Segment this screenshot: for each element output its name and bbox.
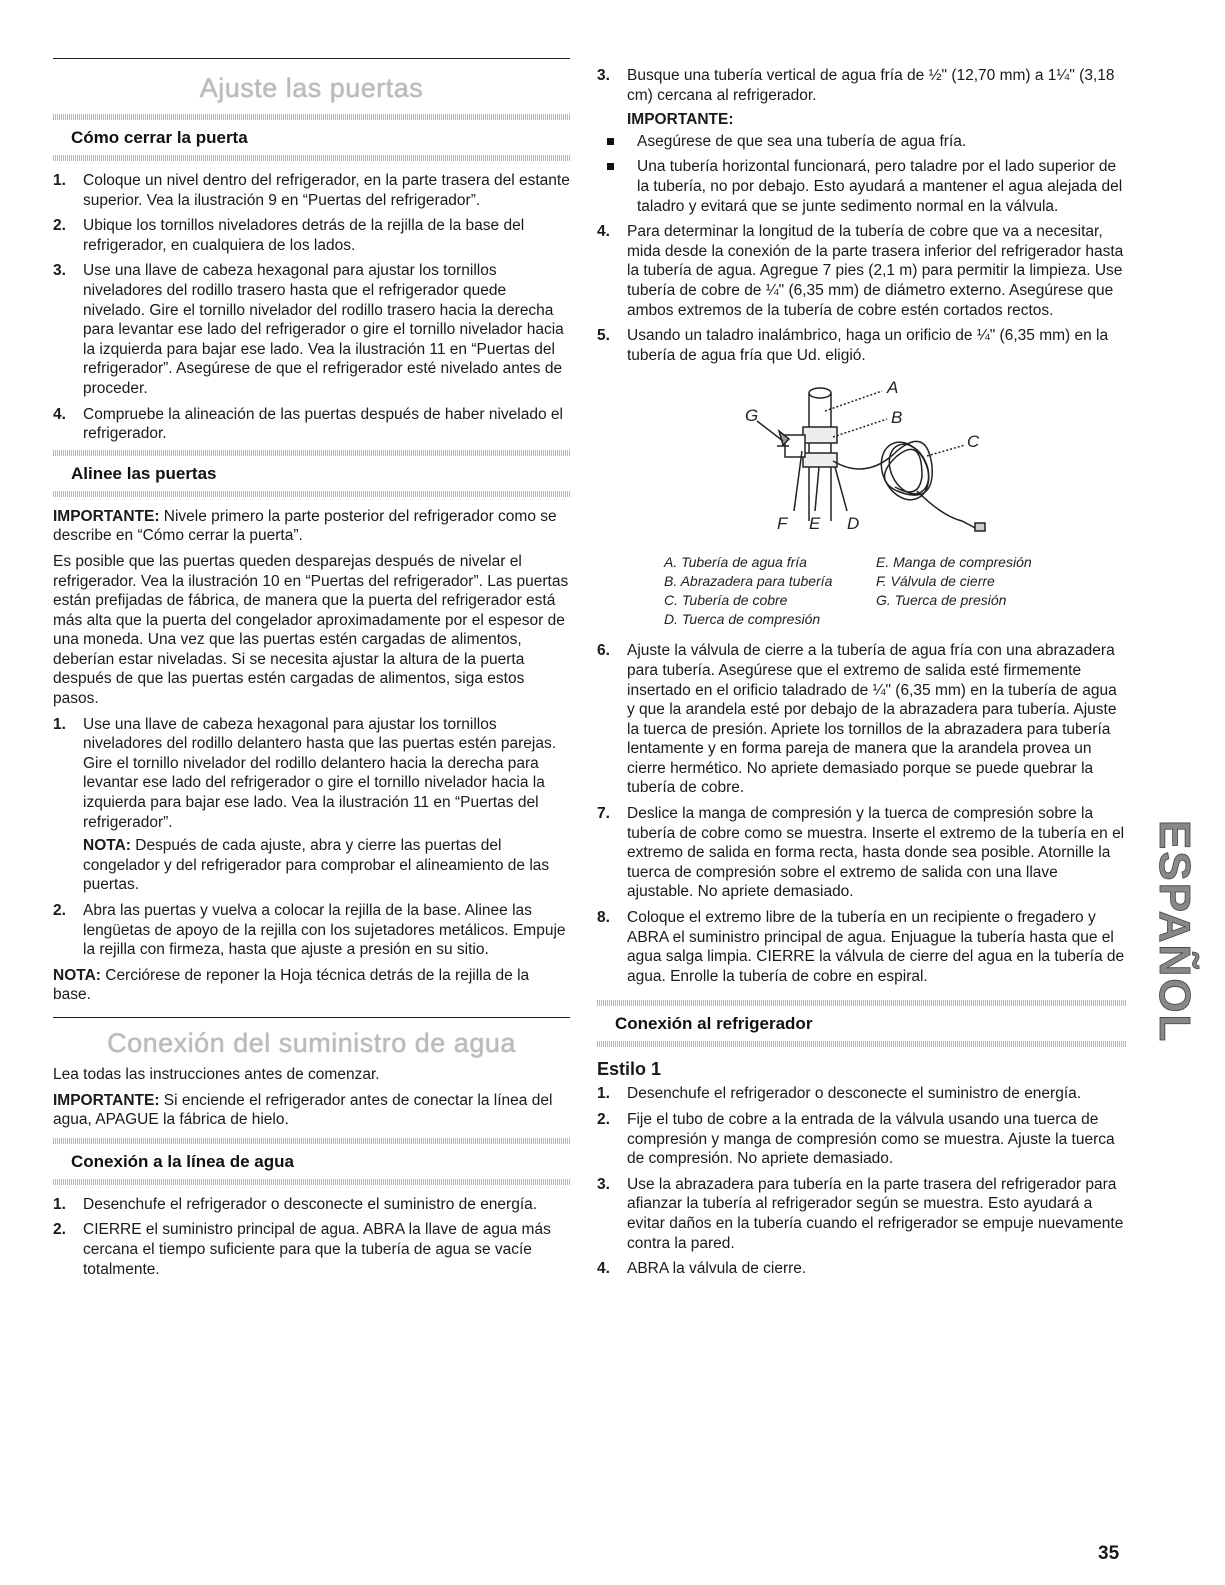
valve-diagram	[597, 371, 1127, 551]
step-number: 1.	[53, 715, 66, 733]
note-label: NOTA:	[83, 837, 131, 855]
legend-item: D. Tuerca de compresión	[664, 611, 821, 628]
list-item	[53, 1220, 570, 1279]
step-text: Desenchufe el refrigerador o desconecte el suministro de energía.	[83, 1195, 538, 1213]
refri-steps	[597, 1084, 1127, 1278]
step-text: Deslice la manga de compresión y la tuerca de compresión sobre la tubería de cobre como se muestra. Inserte el extremo de la tubería en el extremo de salida en forma recta, hasta donde sea posible. Atornille la tuerca de compresión sobre el extremo de salida con una llave ajustable. No apriete demasiado.	[627, 805, 1125, 901]
label-b: B	[891, 408, 903, 428]
list-item	[53, 715, 570, 895]
heading-conexion-refrigerador: Conexión al refrigerador	[615, 1014, 813, 1034]
dotted-divider	[597, 1000, 1127, 1006]
step-text: CIERRE el suministro principal de agua. ABRA la llave de agua más cercana el tiempo suficiente para que la tubería de agua se vacíe totalmente.	[83, 1221, 551, 1278]
step-number: 4.	[53, 405, 66, 423]
step-number: 3.	[597, 1175, 610, 1193]
important-label: IMPORTANTE:	[53, 507, 160, 525]
list-item	[597, 908, 1127, 986]
step-text: Busque una tubería vertical de agua fría de ½" (12,70 mm) a 1¼" (3,18 cm) cercana al refrigerador.	[627, 67, 1115, 104]
step-number: 5.	[597, 327, 610, 345]
list-item	[53, 901, 570, 960]
dotted-divider	[53, 491, 570, 497]
list-item	[597, 641, 1127, 798]
list-item: Asegúrese de que sea una tubería de agua fría.	[597, 132, 1127, 152]
step-number: 4.	[597, 1260, 610, 1278]
step-number: 1.	[53, 1195, 66, 1213]
label-a: A	[887, 378, 899, 398]
list-item	[53, 171, 570, 210]
list-item	[597, 66, 1127, 130]
heading-cerrar-puerta: Cómo cerrar la puerta	[71, 128, 248, 147]
list-item	[53, 1195, 570, 1215]
style-heading: Estilo 1	[597, 1059, 662, 1080]
label-g: G	[745, 406, 759, 426]
important-note	[53, 507, 570, 546]
list-item	[53, 216, 570, 255]
step-text: Ubique los tornillos niveladores detrás de la rejilla de la base del refrigerador, en cualquiera de los lados.	[83, 217, 525, 254]
dotted-divider	[53, 1179, 570, 1185]
list-item	[597, 1084, 1127, 1104]
step-number: 4.	[597, 223, 610, 241]
step-number: 3.	[597, 67, 610, 84]
right-column	[597, 66, 1127, 1285]
list-item	[597, 222, 1127, 320]
step-text: Use una llave de cabeza hexagonal para ajustar los tornillos niveladores del rodillo delantero hasta que las puertas estén parejas. Gire el tornillo nivelador del rodillo delantero hacia la derecha para levantar ese lado del refrigerador o gire el tornillo nivelador hacia la izquierda para bajar ese lado. Vea la ilustración 11 en “Puertas del refrigerador”.	[83, 715, 557, 831]
dotted-divider	[53, 114, 570, 120]
list-item	[597, 1259, 1127, 1279]
step-number: 2.	[53, 902, 66, 919]
step-text: Compruebe la alineación de las puertas después de haber nivelado el refrigerador.	[83, 405, 563, 443]
step-number: 2.	[53, 1221, 66, 1239]
step-text: Ajuste la válvula de cierre a la tubería de agua fría con una abrazadera para tubería. Asegúrese que el extremo de salida esté firmemente insertado en el orificio taladrado de ¼" (6,35 mm) en la tubería de agua y que la arandela esté por debajo de la abrazadera para tubería. Ajuste la tuerca de presión. Apriete los tornillos de la abrazadera para tubería lentamente y en forma pareja de manera que la arandela provea un cierre hermético. No apriete demasiado porque se puede quebrar la tubería de cobre.	[627, 642, 1117, 797]
heading-alinee-puertas: Alinee las puertas	[71, 463, 217, 483]
step-text: Usando un taladro inalámbrico, haga un orificio de ¼" (6,35 mm) en la tubería de agua fría que Ud. eligió.	[627, 327, 1109, 364]
step-text: Para determinar la longitud de la tubería de cobre que va a necesitar, mida desde la conexión de la parte trasera inferior del refrigerador hasta la tubería de agua. Agregue 7 pies (2,1 m) para permitir la limpieza. Use tubería de cobre de ¼" (6,35 mm) de diámetro externo. Asegúrese que ambos extremos de la tubería de cobre estén cortados rectos.	[627, 223, 1124, 319]
dotted-divider	[53, 155, 570, 161]
left-column	[53, 58, 570, 1285]
step-text: Use la abrazadera para tubería en la parte trasera del refrigerador para afianzar la tubería al refrigerador según se muestra. Esto ayudará a evitar daños en la tubería cuando el refrigerador se empuje nuevamente contra la pared.	[627, 1175, 1124, 1252]
legend-item: A. Tubería de agua fría	[664, 554, 807, 571]
legend-item: F. Válvula de cierre	[876, 573, 995, 590]
step-text: Coloque el extremo libre de la tubería en un recipiente o fregadero y ABRA el suministro principal de agua. Enjuague la tubería hasta que el agua salga limpia. CIERRE la válvula de cierre del agua en la tubería de agua. Enrolle la tubería de cobre en espiral.	[627, 909, 1125, 985]
espanol-side-tab	[1140, 810, 1200, 1060]
linea-steps	[53, 1195, 570, 1279]
legend-item: B. Abrazadera para tubería	[664, 573, 833, 590]
cerrar-steps	[53, 171, 570, 444]
important-text: Nivele primero la parte posterior del refrigerador como se describe en “Cómo cerrar la puerta”.	[53, 507, 557, 545]
shutoff-valve-figure	[597, 371, 1127, 551]
dotted-divider	[597, 1041, 1127, 1047]
alinee-steps	[53, 715, 570, 960]
final-note	[53, 966, 570, 1005]
legend-item: C. Tubería de cobre	[664, 592, 788, 609]
step-text: ABRA la válvula de cierre.	[627, 1260, 807, 1278]
important-label: IMPORTANTE:	[627, 111, 734, 129]
page-number: 35	[1098, 1543, 1120, 1564]
step-text: Fije el tubo de cobre a la entrada de la válvula usando una tuerca de compresión y manga de compresión como se muestra. Ajuste la tuerca de compresión. No apriete demasiado.	[627, 1111, 1115, 1168]
step-number: 2.	[597, 1111, 610, 1128]
list-item: Una tubería horizontal funcionará, pero taladre por el lado superior de la tubería, no por debajo. Esto ayudará a mantener el agua alejada del taladro y evitará que se junte sedimento normal en la válvula.	[597, 157, 1127, 216]
list-item	[53, 405, 570, 444]
list-item	[53, 261, 570, 398]
note-text: Después de cada ajuste, abra y cierre las puertas del congelador y del refrigerador para comprobar el alineamiento de las puertas.	[83, 837, 550, 894]
step-text: Coloque un nivel dentro del refrigerador, en la parte trasera del estante superior. Vea la ilustración 9 en “Puertas del refrigerador”.	[83, 172, 570, 209]
step-number: 2.	[53, 217, 66, 235]
important-bullets	[597, 132, 1127, 216]
dotted-divider	[53, 1138, 570, 1144]
legend-item: E. Manga de compresión	[876, 554, 1032, 571]
label-c: C	[967, 432, 980, 452]
section-rule	[53, 1017, 570, 1018]
label-e: E	[809, 514, 821, 534]
important-text: Si enciende el refrigerador antes de conectar la línea del agua, APAGUE la fábrica de hielo.	[53, 1091, 553, 1129]
supply-steps-c	[597, 641, 1127, 986]
supply-steps-a	[597, 66, 1127, 130]
section-title-ajuste: Ajuste las puertas	[199, 73, 424, 103]
list-item	[597, 326, 1127, 365]
alinee-paragraph: Es posible que las puertas queden desparejas después de nivelar el refrigerador. Vea la ilustración 10 en “Puertas del refrigerador”. Las puertas están prefijadas de fábrica, de manera que la puerta del refrigerador está más alta que la puerta del congelador aproximadamente por el espesor de una moneda. Una vez que las puertas estén cargadas de alimentos, deberían estar niveladas. Si se necesita ajustar la altura de la puerta después de que las puertas estén cargadas de alimentos, siga estos pasos.	[53, 552, 569, 708]
list-item	[597, 804, 1127, 902]
step-number: 1.	[597, 1085, 610, 1103]
step-number: 6.	[597, 642, 610, 660]
legend-item	[876, 610, 1076, 629]
list-item	[597, 1175, 1127, 1253]
important-note	[53, 1091, 570, 1130]
step-text: Use una llave de cabeza hexagonal para ajustar los tornillos niveladores del rodillo trasero hasta que el refrigerador quede nivelado. Gire el tornillo nivelador del rodillo trasero hacia la derecha para levantar ese lado del refrigerador o gire el tornillo nivelador hacia la izquierda para bajar ese lado. Vea la ilustración 11 en “Puertas del refrigerador”. Asegúrese de que el refrigerador esté nivelado antes de proceder.	[83, 262, 564, 397]
read-all-note: Lea todas las instrucciones antes de comenzar.	[53, 1065, 380, 1083]
legend-item: G. Tuerca de presión	[876, 592, 1007, 609]
step-number: 7.	[597, 805, 610, 823]
note-label: NOTA:	[53, 966, 101, 984]
section-rule	[53, 58, 570, 59]
step-number: 8.	[597, 909, 610, 927]
section-title-conexion: Conexión del suministro de agua	[107, 1027, 516, 1058]
label-d: D	[847, 514, 860, 534]
side-tab-text: ESPAÑOL	[1150, 820, 1199, 1044]
heading-linea-agua: Conexión a la línea de agua	[71, 1151, 294, 1171]
list-item	[597, 1110, 1127, 1169]
step-text: Desenchufe el refrigerador o desconecte el suministro de energía.	[627, 1085, 1082, 1103]
figure-legend	[664, 553, 1127, 629]
step-number: 3.	[53, 262, 66, 280]
label-f: F	[777, 514, 788, 534]
important-label: IMPORTANTE:	[53, 1091, 160, 1109]
step-note	[83, 836, 570, 895]
note-text: Cerciórese de reponer la Hoja técnica detrás de la rejilla de la base.	[53, 966, 530, 1004]
supply-steps-b	[597, 222, 1127, 365]
step-number: 1.	[53, 172, 66, 189]
step-text: Abra las puertas y vuelva a colocar la rejilla de la base. Alinee las lengüetas de apoyo de la rejilla con los sujetadores metálicos. Empuje la rejilla con firmeza, hasta que ajuste a presión en su sitio.	[83, 902, 566, 959]
dotted-divider	[53, 450, 570, 456]
